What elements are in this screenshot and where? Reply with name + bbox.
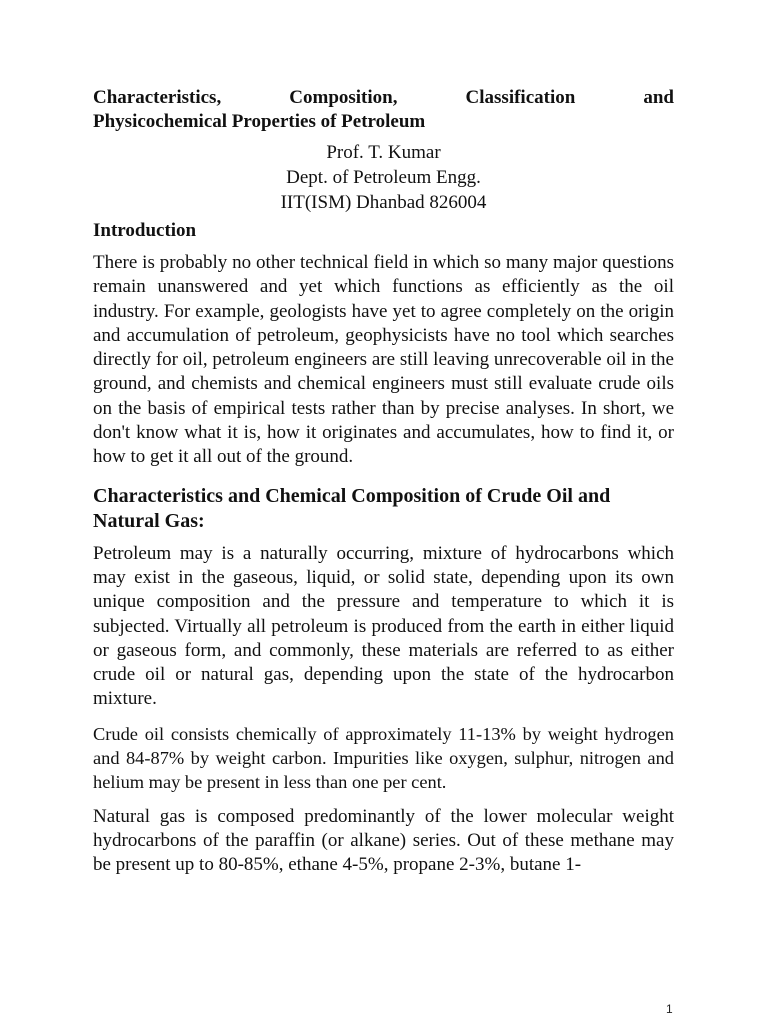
author-institute: IIT(ISM) Dhanbad 826004 [280,192,487,213]
document-page [93,86,674,888]
author-name: Prof. T. Kumar [326,142,441,163]
petroleum-paragraph: Petroleum may is a naturally occurring, mixture of hydrocarbons which may exist in the gaseous, liquid, or solid state, depending upon its own unique composition and the pressure and temperature to which it is subjected. Virtually all petroleum is produced from the earth in either liquid or gaseous form, and commonly, these materials are referred to as either crude oil or natural gas, depending upon the state of the hydrocarbon mixture. [93,542,674,710]
title-word: Characteristics, [93,87,222,108]
intro-heading: Introduction [93,220,197,241]
title-word: Composition, [289,87,398,108]
author-block [93,140,674,215]
author-dept: Dept. of Petroleum Engg. [286,167,481,188]
intro-paragraph: There is probably no other technical field in which so many major questions remain unanswered and yet which functions as efficiently as the oil industry. For example, geologists have yet to agree completely on the origin and accumulation of petroleum, geophysicists have no tool which searches directly for oil, petroleum engineers are still leaving unrecoverable oil in the ground, and chemists and chemical engineers must still evaluate crude oils on the basis of empirical tests rather than by precise analyses. In short, we don't know what it is, how it originates and accumulates, how to find it, or how to get it all out of the ground. [93,252,674,468]
page-number: 1 [666,1002,673,1016]
title-line-2: Physicochemical Properties of Petroleum [93,111,426,132]
title-word: Classification [465,87,576,108]
natural-gas-paragraph: Natural gas is composed predominantly of the lower molecular weight hydrocarbons of the paraffin (or alkane) series. Out of these methane may be present up to 80-85%, ethane 4-5%, propane 2-3%, butane 1- [93,805,674,876]
document-title [93,86,674,134]
title-word: and [643,87,674,108]
characteristics-heading: Characteristics and Chemical Composition of Crude Oil and Natural Gas: [93,484,611,532]
title-line-1 [93,86,674,110]
crude-oil-paragraph: Crude oil consists chemically of approximately 11-13% by weight hydrogen and 84-87% by weight carbon. Impurities like oxygen, sulphur, nitrogen and helium may be present in less than one per cent. [93,723,674,793]
